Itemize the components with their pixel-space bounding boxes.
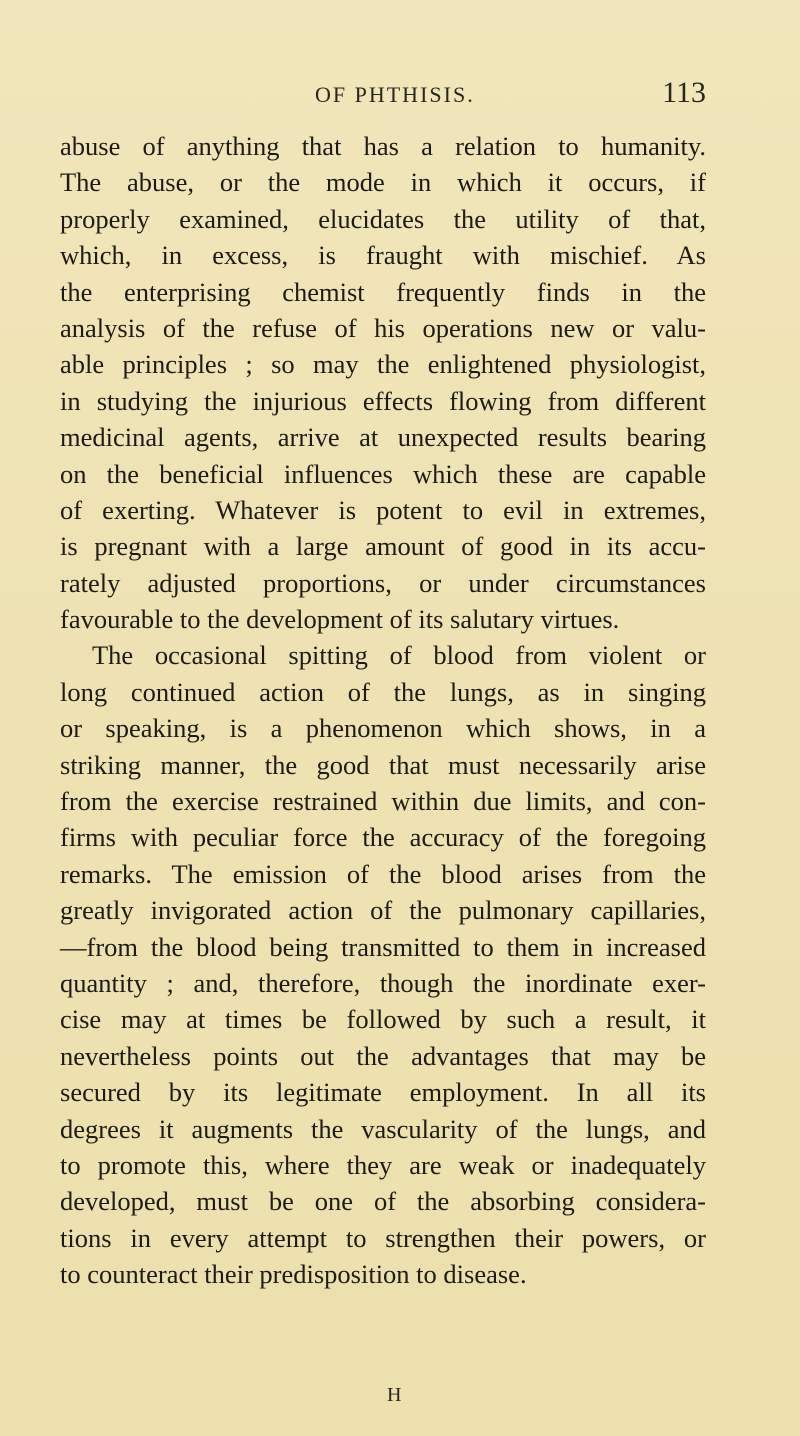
text-line: long continued action of the lungs, as in singing: [60, 676, 706, 707]
signature-mark: H: [387, 1384, 402, 1406]
page-number: 113: [662, 76, 706, 109]
text-line: in studying the injurious effects flowing from different: [60, 385, 706, 416]
text-line: which, in excess, is fraught with mischief. As: [60, 240, 706, 271]
text-line: medicinal agents, arrive at unexpected results bearing: [60, 422, 706, 453]
text-line: abuse of anything that has a relation to humanity.: [60, 131, 706, 161]
text-line: rately adjusted proportions, or under circumstances: [60, 567, 706, 598]
text-line: is pregnant with a large amount of good in its accu-: [60, 531, 706, 562]
text-line: to promote this, where they are weak or inadequately: [60, 1149, 706, 1180]
text-line: degrees it augments the vascularity of the lungs, and: [60, 1113, 706, 1144]
text-line: The occasional spitting of blood from violent or: [92, 640, 706, 671]
text-line: properly examined, elucidates the utility of that,: [60, 203, 706, 234]
text-line: secured by its legitimate employment. In all its: [60, 1077, 706, 1108]
text-line: of exerting. Whatever is potent to evil in extremes,: [60, 494, 706, 525]
page-header: [60, 76, 706, 112]
text-line: cise may at times be followed by such a result, it: [60, 1004, 706, 1035]
text-line: tions in every attempt to strengthen their powers, or: [60, 1222, 706, 1253]
body-text: [60, 128, 706, 1293]
text-line: nevertheless points out the advantages that may be: [60, 1040, 706, 1071]
text-line: —from the blood being transmitted to them in increased: [60, 931, 706, 962]
text-line: on the beneficial influences which these are capable: [60, 458, 706, 489]
text-line: quantity ; and, therefore, though the inordinate exer-: [60, 967, 706, 998]
text-line: remarks. The emission of the blood arises from the: [60, 858, 706, 889]
text-line: or speaking, is a phenomenon which shows, in a: [60, 713, 706, 744]
text-line: the enterprising chemist frequently finds in the: [60, 276, 706, 307]
text-line: greatly invigorated action of the pulmonary capillaries,: [60, 895, 706, 926]
text-line: from the exercise restrained within due limits, and con-: [60, 786, 706, 817]
running-head: OF PHTHISIS.: [315, 82, 475, 107]
text-line: favourable to the development of its salutary virtues.: [60, 604, 620, 635]
text-line: analysis of the refuse of his operations new or valu-: [60, 312, 706, 343]
text-line: developed, must be one of the absorbing considera-: [60, 1186, 706, 1217]
text-line: able principles ; so may the enlightened physiologist,: [60, 349, 706, 380]
text-line: firms with peculiar force the accuracy of the foregoing: [60, 822, 706, 853]
text-line: to counteract their predisposition to disease.: [60, 1259, 527, 1290]
text-line: striking manner, the good that must necessarily arise: [60, 749, 706, 780]
text-line: The abuse, or the mode in which it occurs, if: [60, 167, 706, 198]
